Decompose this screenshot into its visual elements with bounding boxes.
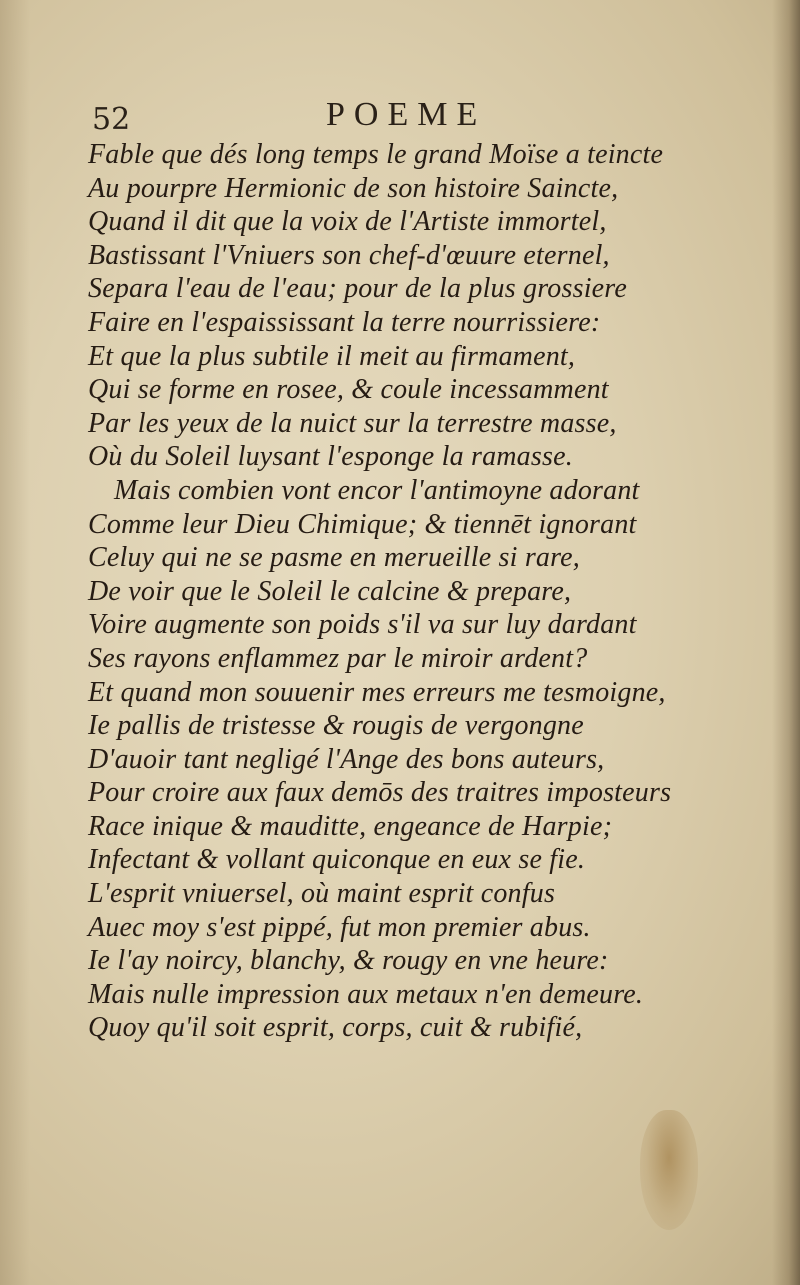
poem-line: De voir que le Soleil le calcine & prepare, <box>88 575 572 607</box>
poem-line: Fable que dés long temps le grand Moïse a teincte <box>88 139 664 170</box>
poem-line: Quand il dit que la voix de l'Artiste immortel, <box>88 206 607 238</box>
poem-line: Infectant & vollant quiconque en eux se fie. <box>88 844 586 876</box>
poem-line: Separa l'eau de l'eau; pour de la plus grossiere <box>88 273 627 305</box>
poem-line: Ie pallis de tristesse & rougis de vergongne <box>88 710 584 742</box>
poem-line: Faire en l'espaississant la terre nourrissiere: <box>88 306 601 338</box>
poem-line: Ie l'ay noircy, blanchy, & rougy en vne heure: <box>88 945 609 977</box>
page-number: 52 <box>92 102 131 137</box>
poem-line: D'auoir tant negligé l'Ange des bons auteurs, <box>88 743 605 775</box>
poem-line: Où du Soleil luysant l'esponge la ramasse. <box>88 441 573 473</box>
poem-line: Race inique & mauditte, engeance de Harpie; <box>88 810 613 842</box>
poem-line: Ses rayons enflammez par le miroir ardent? <box>88 642 588 674</box>
poem-line: Mais combien vont encor l'antimoyne adorant <box>114 474 640 506</box>
poem-line: Qui se forme en rosee, & coule incessamment <box>88 374 609 406</box>
paper-stain <box>640 1110 698 1230</box>
poem-line: Pour croire aux faux demōs des traitres imposteurs <box>88 777 672 809</box>
poem-line: Voire augmente son poids s'il va sur luy dardant <box>88 609 637 641</box>
poem-line: Au pourpre Hermionic de son histoire Saincte, <box>88 172 619 204</box>
poem-line: Comme leur Dieu Chimique; & tiennēt ignorant <box>88 508 637 540</box>
poem-line: Bastissant l'Vniuers son chef-d'œuure eternel, <box>88 239 610 271</box>
page-edge-right <box>772 0 800 1285</box>
poem-line: L'esprit vniuersel, où maint esprit confus <box>88 878 556 910</box>
page-header <box>92 96 692 142</box>
poem-line: Et quand mon souuenir mes erreurs me tesmoigne, <box>88 676 666 708</box>
poem-line: Par les yeux de la nuict sur la terrestre masse, <box>88 407 617 439</box>
poem-line: Et que la plus subtile il meit au firmament, <box>88 340 576 372</box>
running-head: POEME <box>326 96 487 133</box>
page-edge-left <box>0 0 30 1285</box>
poem-line: Mais nulle impression aux metaux n'en demeure. <box>88 978 644 1010</box>
poem-line: Auec moy s'est pippé, fut mon premier abus. <box>88 911 591 943</box>
poem-line: Celuy qui ne se pasme en merueille si rare, <box>88 542 581 574</box>
poem-line: Quoy qu'il soit esprit, corps, cuit & rubifié, <box>88 1012 583 1044</box>
poem-text <box>74 138 754 1045</box>
